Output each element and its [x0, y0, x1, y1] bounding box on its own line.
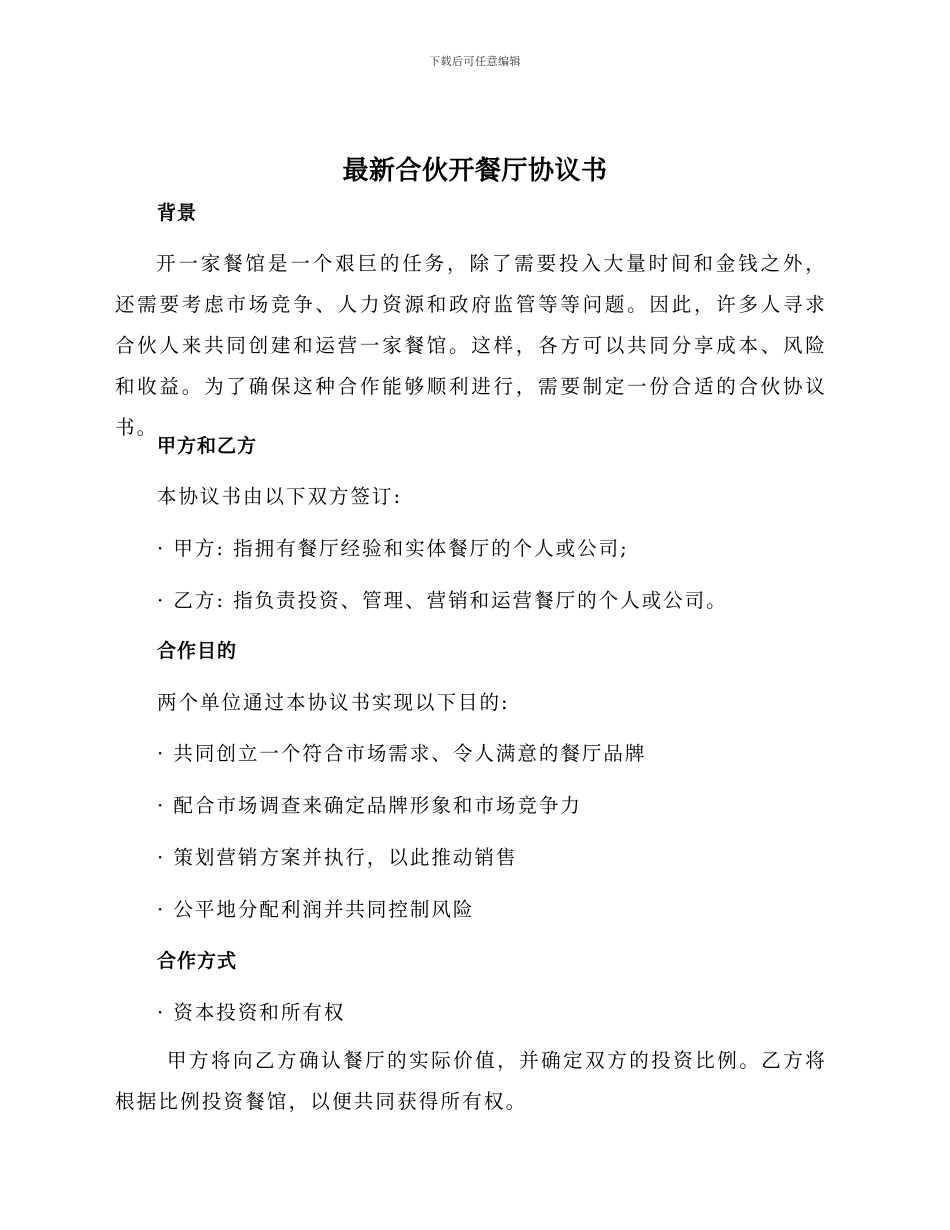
purpose-intro: 两个单位通过本协议书实现以下目的:	[157, 691, 510, 714]
parties-intro: 本协议书由以下双方签订:	[157, 485, 403, 508]
method-paragraph: 甲方将向乙方确认餐厅的实际价值，并确定双方的投资比例。乙方将根据比例投资餐馆，以便共同获得所有权。	[115, 1049, 827, 1113]
list-item: · 配合市场调查来确定品牌形象和市场竞争力	[157, 794, 582, 817]
list-item: · 甲方: 指拥有餐厅经验和实体餐厅的个人或公司;	[157, 537, 629, 560]
list-item: · 资本投资和所有权	[157, 1001, 346, 1024]
list-item: · 乙方: 指负责投资、管理、营销和运营餐厅的个人或公司。	[157, 589, 728, 612]
list-item: · 策划营销方案并执行，以此推动销售	[157, 846, 518, 869]
list-item: · 共同创立一个符合市场需求、令人满意的餐厅品牌	[157, 742, 647, 765]
section-heading-parties: 甲方和乙方	[157, 435, 258, 457]
page-title: 最新合伙开餐厅协议书	[342, 156, 608, 186]
section-heading-purpose: 合作目的	[157, 640, 238, 662]
section-heading-background: 背景	[157, 202, 198, 224]
list-item: · 公平地分配利润并共同控制风险	[157, 898, 475, 921]
section-heading-method: 合作方式	[157, 950, 238, 972]
background-paragraph: 开一家餐馆是一个艰巨的任务，除了需要投入大量时间和金钱之外，还需要考虑市场竞争、人力资源和政府监管等等问题。因此，许多人寻求合伙人来共同创建和运营一家餐馆。这样，各方可以共同分享成本、风险和收益。为了确保这种合作能够顺利进行，需要制定一份合适的合伙协议书。	[115, 252, 827, 439]
header-note: 下载后可任意编辑	[429, 55, 521, 68]
